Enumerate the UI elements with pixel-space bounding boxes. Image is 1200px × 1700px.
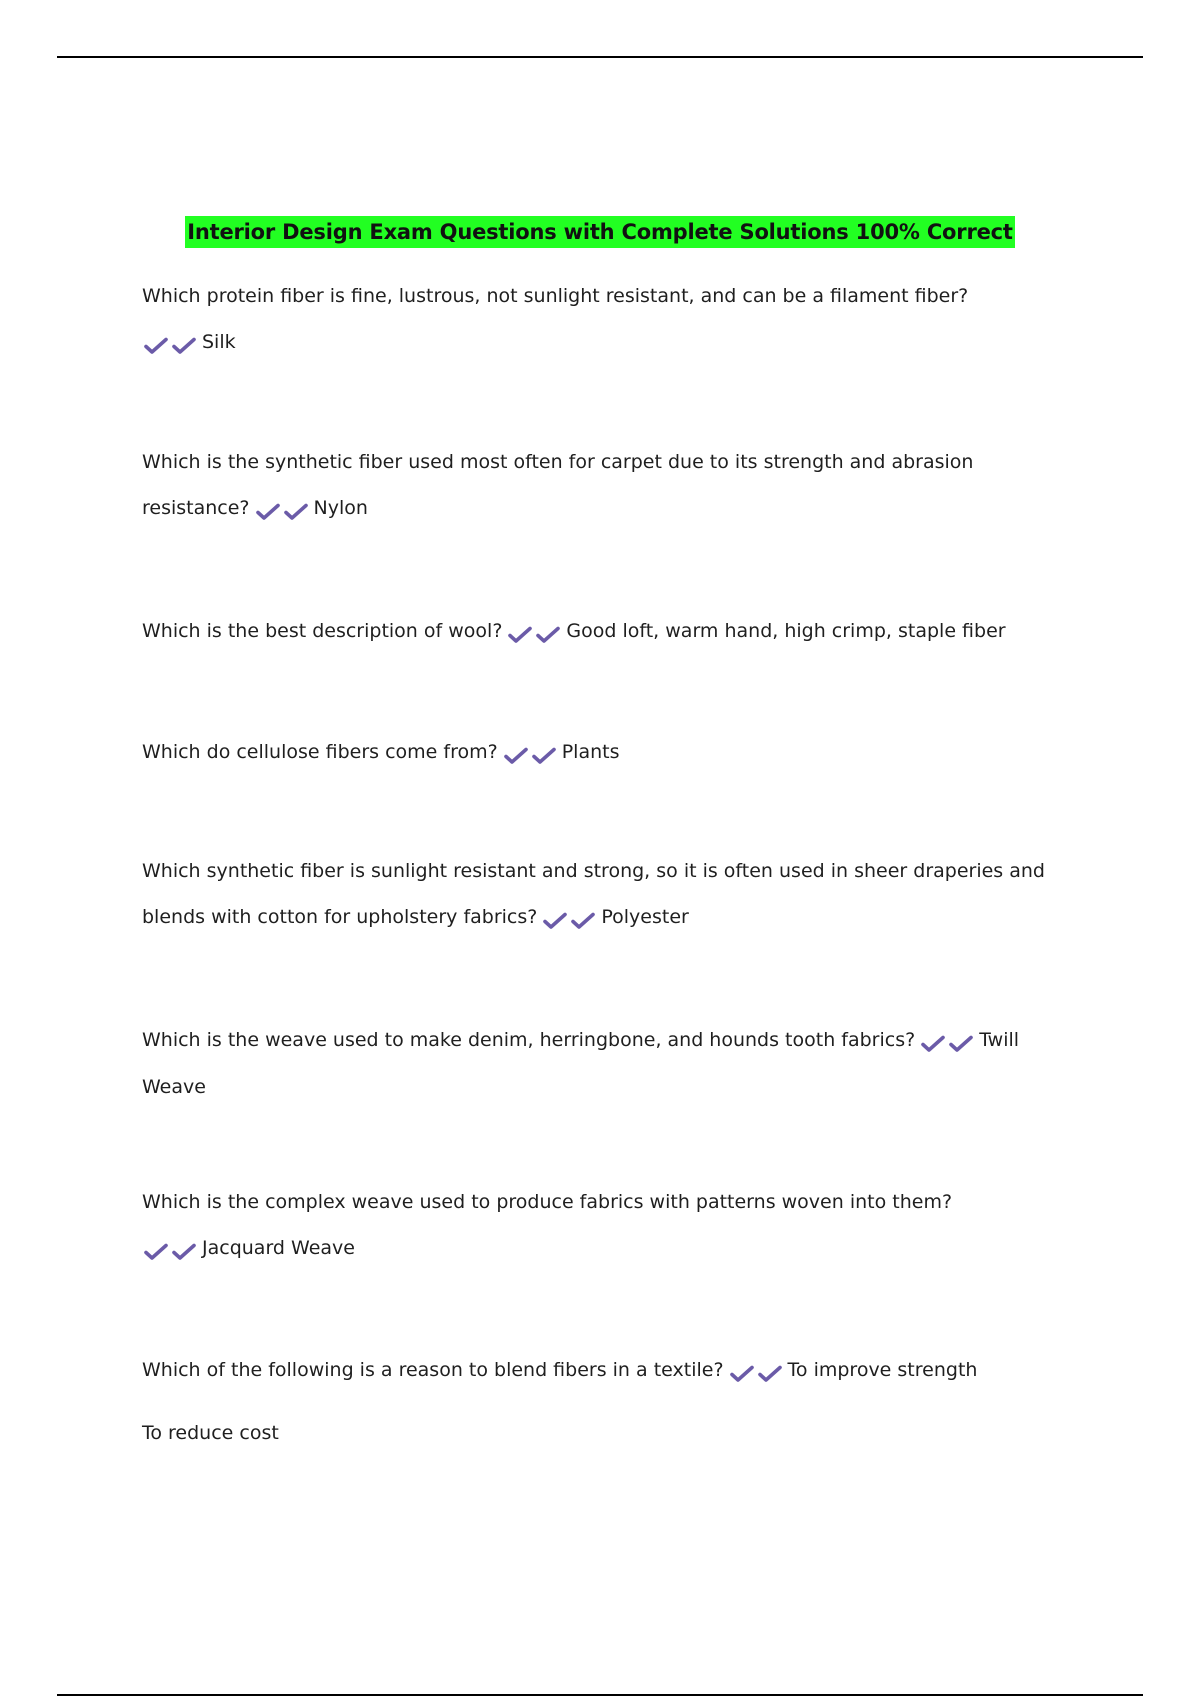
check-icon [536,626,564,644]
check-icon [172,337,200,355]
answer-text: Polyester [601,906,689,928]
qa-item-5 [142,848,1062,943]
qa-item-4 [142,729,1062,778]
qa-item-3 [142,608,1062,657]
answer-text: To improve strength [787,1359,978,1381]
question-text: Which synthetic fiber is sunlight resistant and strong, so it is often used in sheer draperies and [142,860,1045,882]
answer-line [142,319,1062,368]
qa-item-8 [142,1347,1062,1456]
question-answer-line [142,1347,1062,1396]
double-check-icon [144,322,200,368]
top-rule [57,56,1143,58]
check-icon [921,1035,949,1053]
question-text: Which is the weave used to make denim, herringbone, and hounds tooth fabrics? [142,1029,916,1051]
double-check-icon [144,1228,200,1274]
check-icon [144,337,172,355]
question-text: Which is the best description of wool? [142,620,503,642]
question-answer-line [142,894,1062,943]
check-icon [949,1035,977,1053]
qa-item-1 [142,273,1062,368]
check-icon [256,503,284,521]
question-text: Which is the synthetic fiber used most often for carpet due to its strength and abrasion [142,451,974,473]
answer-text: Jacquard Weave [202,1237,355,1259]
double-check-icon [730,1350,786,1396]
answer-text: Twill [979,1029,1020,1051]
qa-item-6 [142,1017,1062,1110]
question-text: Which is the complex weave used to produce fabrics with patterns woven into them? [142,1191,953,1213]
answer-text: Silk [202,331,236,353]
question-answer-line [142,485,1062,534]
check-icon [571,912,599,930]
qa-item-2 [142,439,1062,534]
question-text: Which do cellulose fibers come from? [142,741,498,763]
check-icon [504,747,532,765]
check-icon [758,1365,786,1383]
question-text: Which protein fiber is fine, lustrous, not sunlight resistant, and can be a filament fiber? [142,285,969,307]
question-answer-line [142,1017,1062,1066]
answer-text: Plants [561,741,620,763]
double-check-icon [921,1020,977,1066]
check-icon [144,1243,172,1261]
bottom-rule [57,1694,1143,1696]
double-check-icon [504,732,560,778]
title-container [0,216,1200,248]
check-icon [284,503,312,521]
qa-item-7 [142,1179,1062,1274]
question-text-cont: blends with cotton for upholstery fabrics? [142,906,538,928]
question-text-cont: resistance? [142,497,250,519]
question-answer-line [142,729,1062,778]
check-icon [532,747,560,765]
check-icon [508,626,536,644]
double-check-icon [543,897,599,943]
answer-text: Nylon [313,497,368,519]
question-answer-line [142,608,1062,657]
answer-text-extra: To reduce cost [142,1422,279,1444]
answer-text: Good loft, warm hand, high crimp, staple fiber [566,620,1006,642]
check-icon [543,912,571,930]
double-check-icon [256,488,312,534]
double-check-icon [508,611,564,657]
answer-line [142,1225,1062,1274]
document-title: Interior Design Exam Questions with Complete Solutions 100% Correct [185,216,1014,248]
answer-text-cont: Weave [142,1076,206,1098]
check-icon [172,1243,200,1261]
check-icon [730,1365,758,1383]
question-text: Which of the following is a reason to blend fibers in a textile? [142,1359,724,1381]
